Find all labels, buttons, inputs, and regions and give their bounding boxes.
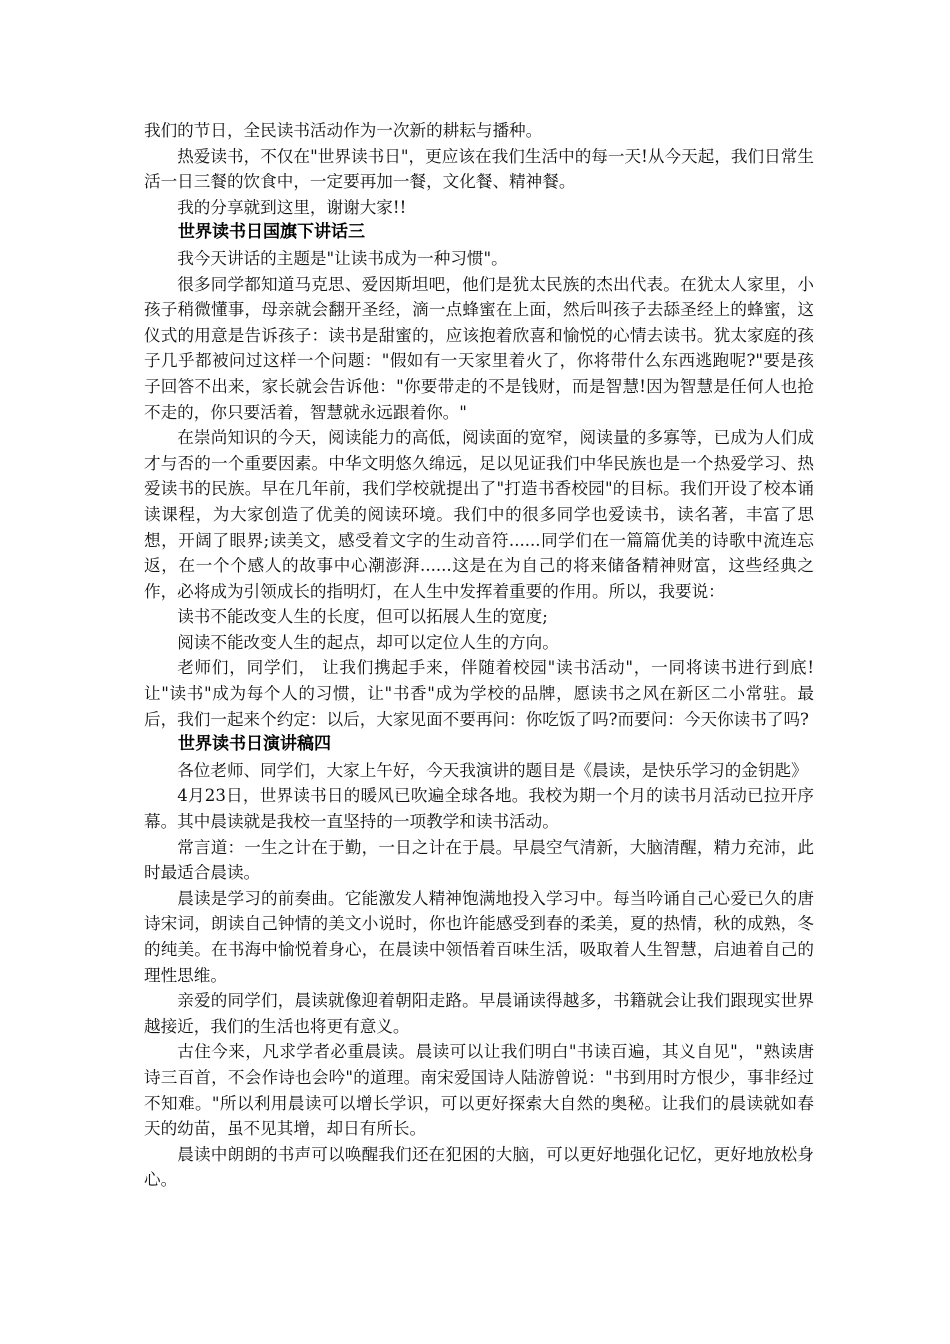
- paragraph: 我们的节日，全民读书活动作为一次新的耕耘与播种。: [144, 121, 543, 140]
- paragraph: 我的分享就到这里，谢谢大家!!: [177, 197, 407, 217]
- paragraph: 很多同学都知道马克思、爱因斯坦吧，他们是犹太民族的杰出代表。在犹太人家里，小孩子稍微懂事，母亲就会翻开圣经，滴一点蜂蜜在上面，然后叫孩子去舔圣经上的蜂蜜，这仪式的用意是告诉孩子：读书是甜蜜的，应该抱着欣喜和愉悦的心情去读书。犹太家庭的孩子几乎都被问过这样一个问题："假如有一天家里着火了，你将带什么东西逃跑呢?"要是孩子回答不出来，家长就会告诉他："你要带走的不是钱财，而是智慧!因为智慧是任何人也抢不走的，你只要活着，智慧就永远跟着你。": [144, 274, 814, 422]
- paragraph: 热爱读书，不仅在"世界读书日"，更应该在我们生活中的每一天!从今天起，我们日常生活一日三餐的饮食中，一定要再加一餐，文化餐、精神餐。: [144, 146, 814, 192]
- paragraph: 晨读是学习的前奏曲。它能激发人精神饱满地投入学习中。每当吟诵自己心爱已久的唐诗宋词，朗读自己钟情的美文小说时，你也许能感受到春的柔美，夏的热情，秋的成熟，冬的纯美。在书海中愉悦着身心，在晨读中领悟着百味生活，吸取着人生智慧，启迪着自己的理性思维。: [144, 888, 814, 985]
- paragraph: 亲爱的同学们，晨读就像迎着朝阳走路。早晨诵读得越多，书籍就会让我们跟现实世界越接近，我们的生活也将更有意义。: [144, 991, 814, 1036]
- section-heading: 世界读书日演讲稿四: [178, 734, 331, 755]
- document-page: [144, 118, 814, 1193]
- paragraph: 读书不能改变人生的长度，但可以拓展人生的宽度;: [177, 607, 548, 627]
- section-heading: 世界读书日国旗下讲话三: [178, 222, 365, 243]
- paragraph: 阅读不能改变人生的起点，却可以定位人生的方向。: [177, 632, 559, 652]
- paragraph: 老师们，同学们， 让我们携起手来，伴随着校园"读书活动"，一同将读书进行到底!让"读书"成为每个人的习惯，让"书香"成为学校的品牌，愿读书之风在新区二小常驻。最后，我们一起来个约定：以后，大家见面不要再问：你吃饭了吗?而要问：今天你读书了吗?: [144, 658, 814, 729]
- paragraph: 各位老师、同学们，大家上午好，今天我演讲的题目是《晨读，是快乐学习的金钥匙》: [177, 760, 808, 780]
- paragraph: 我今天讲话的主题是"让读书成为一种习惯"。: [177, 248, 508, 268]
- paragraph: 在崇尚知识的今天，阅读能力的高低，阅读面的宽窄，阅读量的多寡等，已成为人们成才与否的一个重要因素。中华文明悠久绵远，足以见证我们中华民族也是一个热爱学习、热爱读书的民族。早在几年前，我们学校就提出了"打造书香校园"的目标。我们开设了校本诵读课程，为大家创造了优美的阅读环境。我们中的很多同学也爱读书，读名著，丰富了思想，开阔了眼界;读美文，感受着文字的生动音符......同学们在一篇篇优美的诗歌中流连忘返，在一个个感人的故事中心潮澎湃......这是在为自己的将来储备精神财富，这些经典之作，必将成为引领成长的指明灯，在人生中发挥着重要的作用。所以，我要说：: [144, 428, 814, 601]
- paragraph: 古住今来，凡求学者必重晨读。晨读可以让我们明白"书读百遍，其义自见"，"熟读唐诗三百首，不会作诗也会吟"的道理。南宋爱国诗人陆游曾说："书到用时方恨少，事非经过不知难。"所以利用晨读可以增长学识，可以更好探索大自然的奥秘。让我们的晨读就如春天的幼苗，虽不见其增，却日有所长。: [144, 1042, 814, 1139]
- paragraph: 常言道：一生之计在于勤，一日之计在于晨。早晨空气清新，大脑清醒，精力充沛，此时最适合晨读。: [144, 837, 814, 883]
- paragraph: 4月23日，世界读书日的暖风已吹遍全球各地。我校为期一个月的读书月活动已拉开序幕。其中晨读就是我校一直坚持的一项教学和读书活动。: [144, 786, 814, 832]
- paragraph: 晨读中朗朗的书声可以唤醒我们还在犯困的大脑，可以更好地强化记忆，更好地放松身心。: [144, 1144, 814, 1190]
